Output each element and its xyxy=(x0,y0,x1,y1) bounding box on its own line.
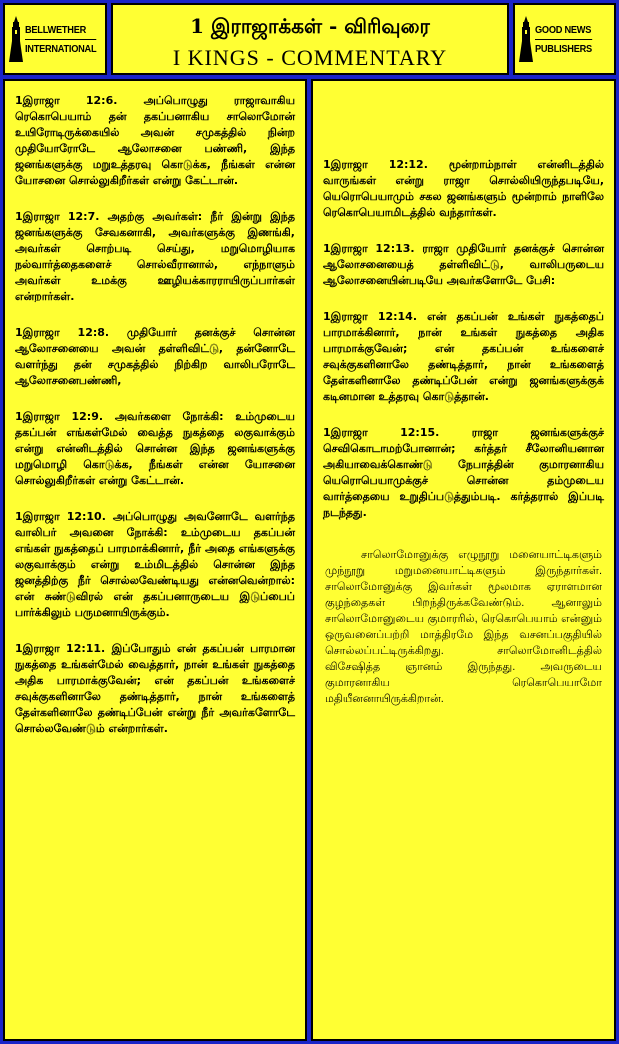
title-tamil: 1 இராஜாக்கள் - விரிவுரை xyxy=(190,14,430,38)
verse-12-9: 1இராஜா 12:9. அவர்களை நோக்கி: உம்முடைய தகப்பன் எங்கள்மேல் வைத்த நுகத்தை லகுவாக்கும் என்று என்னிடத்தில் சொன்ன இந்த ஜனங்களுக்கு மறுமொழி கொடுக்க, நீங்கள் என்ன யோசனை சொல்லுகிறீர்கள் என்று கேட்டான். xyxy=(15,410,295,487)
tower-icon xyxy=(519,16,533,62)
verse-12-10: 1இராஜா 12:10. அப்பொழுது அவனோடே வளர்ந்த வாலிபர் அவனை நோக்கி: உம்முடைய தகப்பன் எங்கள் நுகத்தைப் பாரமாக்கினார், நீர் அதை எங்களுக்கு லகுவாக்கும் என்று உம்மிடத்தில் சொன்ன இந்த ஜனத்திற்கு நீர் சொல்லவேண்டியது என்னவென்றால்: என் சுண்டுவிரல் என் தகப்பனாருடைய இடுப்பைப் பார்க்கிலும் பருமனாயிருக்கும். xyxy=(15,510,295,619)
page-title xyxy=(111,3,509,75)
title-english: I KINGS - COMMENTARY xyxy=(172,45,448,70)
commentary-note: சாலொமோனுக்கு எழுநூறு மனையாட்டிகளும் முந்நூறு மறுமனையாட்டிகளும் இருந்தார்கள். சாலொமோனுக்கு இவர்கள் மூலமாக ஏராளமான குழந்தைகள் பிறந்திருக்கவேண்டும். ஆனாலும் சாலொமோனுடைய குமாரரில், ரெகொபெயாம் என்னும் ஒருவனைப்பற்றி மாத்திரமே இந்த வசனப்பகுதியில் சொல்லப்பட்டிருக்கிறது. சாலொமோனிடத்தில் விசேஷித்த ஞானம் இருந்தது. அவருடைய குமாரனாகிய ரெகொபெயாமோ மதியீனனாயிருக்கிறான். xyxy=(325,549,602,705)
right-logo-line1: GOOD NEWS xyxy=(535,21,592,40)
left-logo-line2: INTERNATIONAL xyxy=(25,42,97,55)
verse-12-8: 1இராஜா 12:8. முதியோர் தனக்குச் சொன்ன ஆலோசனையை அவன் தள்ளிவிட்டு, தன்னோடே வளர்ந்து தன் சமுகத்தில் நிற்கிற வாலிபரோடே ஆலோசனைபண்ணி, xyxy=(15,326,295,387)
verse-12-15: 1இராஜா 12:15. ராஜா ஜனங்களுக்குச் செவிகொடாமற்போனான்; கர்த்தர் சீலோனியனான அகியாவைக்கொண்டு நேபாத்தின் குமாரனாகிய யெரொபெயாமுக்குச் சொன்ன தம்முடைய வார்த்தையை உறுதிப்படுத்தும்படி. கர்த்தரால் இப்படி நடந்தது. xyxy=(323,426,604,519)
verse-12-7: 1இராஜா 12:7. அதற்கு அவர்கள்: நீர் இன்று இந்த ஜனங்களுக்கு சேவகனாகி, அவர்களுக்கு இணங்கி, அவர்கள் சொற்படி செய்து, மறுமொழியாக நல்வார்த்தைகளைச் சொல்வீரானால், எந்நாளும் அவர்கள் உமக்கு ஊழியக்காரராயிருப்பார்கள் என்றார்கள். xyxy=(15,210,295,303)
left-column xyxy=(3,79,307,1041)
verse-12-13: 1இராஜா 12:13. ராஜா முதியோர் தனக்குச் சொன்ன ஆலோசனையைத் தள்ளிவிட்டு, வாலிபருடைய ஆலோசனையின்படியே அவர்களோடே பேசி: xyxy=(323,242,604,287)
verse-12-11: 1இராஜா 12:11. இப்போதும் என் தகப்பன் பாரமான நுகத்தை உங்கள்மேல் வைத்தார், நான் உங்கள் நுகத்தை அதிக பாரமாக்குவேன்; என் தகப்பன் உங்களைச் சவுக்குகளினாலே தண்டித்தார், நான் உங்களைத் தேள்களினாலே தண்டிப்பேன் என்று நீர் அவர்களோடே சொல்லவேண்டும் என்றார்கள். xyxy=(15,642,295,735)
bellwether-logo xyxy=(3,3,107,75)
verse-12-6: 1இராஜா 12:6. அப்பொழுது ராஜாவாகிய ரெகொபெயாம் தன் தகப்பனாகிய சாலொமோன் உயிரோடிருக்கையில் அவன் சமுகத்தில் நின்ற முதியோரோடே ஆலோசனை பண்ணி, இந்த ஜனங்களுக்கு மறுஉத்தரவு கொடுக்க, நீங்கள் என்ன யோசனை சொல்லுகிறீர்கள் என்று கேட்டான். xyxy=(15,94,295,187)
right-column xyxy=(311,79,616,1041)
tower-icon xyxy=(9,16,23,62)
verse-12-12: 1இராஜா 12:12. மூன்றாம்நாள் என்னிடத்தில் வாருங்கள் என்று ராஜா சொல்லியிருந்தபடியே, யெரொபெயாமும் சகல ஜனங்களும் மூன்றாம் நாளிலே ரெகொபெயாமிடத்தில் வந்தார்கள். xyxy=(323,158,604,219)
left-logo-line1: BELLWETHER xyxy=(25,21,96,40)
verse-12-14: 1இராஜா 12:14. என் தகப்பன் உங்கள் நுகத்தைப் பாரமாக்கினார், நான் உங்கள் நுகத்தை அதிக பாரமாக்குவேன்; என் தகப்பன் உங்களைச் சவுக்குகளினாலே தண்டித்தார், நான் உங்களைத் தேள்களினாலே தண்டிப்பேன் என்று ஜனங்களுக்குக் கடினமான உத்தரவு கொடுத்தான். xyxy=(323,310,604,403)
right-logo-line2: PUBLISHERS xyxy=(535,42,592,55)
good-news-logo xyxy=(513,3,616,75)
